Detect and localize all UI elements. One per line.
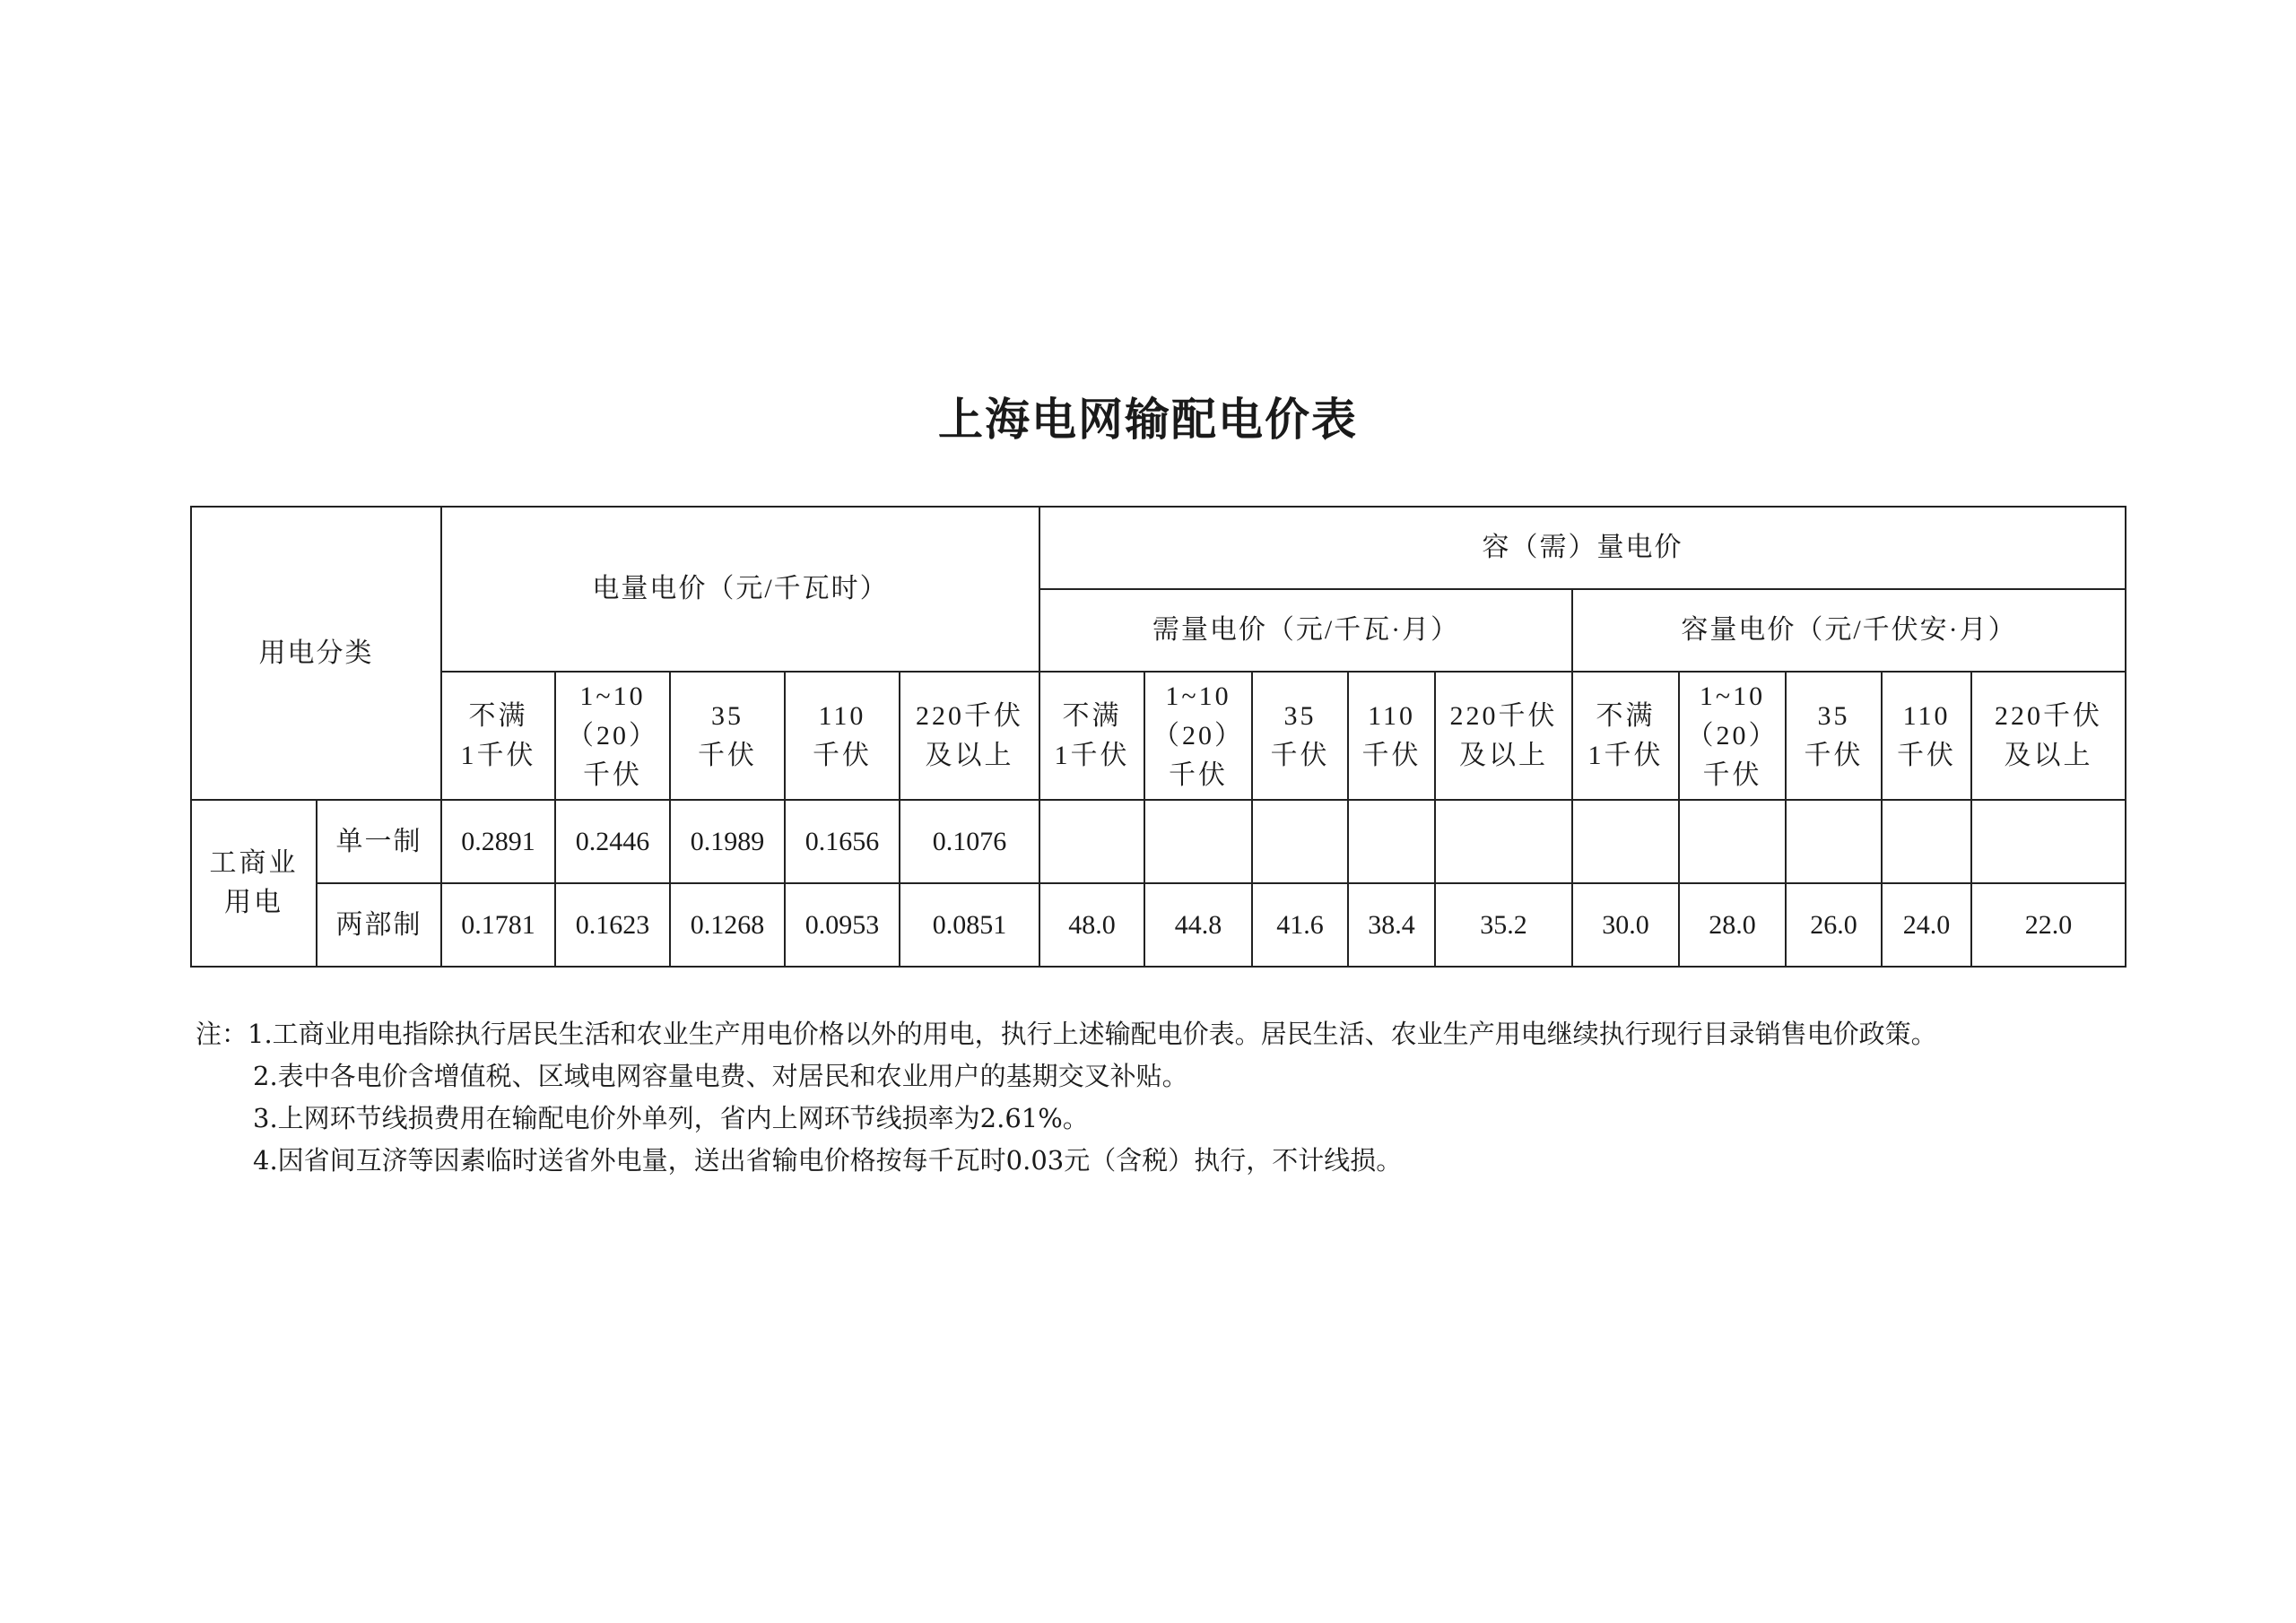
note-line: 4.因省间互济等因素临时送省外电量，送出省输电价格按每千瓦时0.03元（含税）执行，不计线损。 <box>253 1145 1403 1176</box>
demand-price-cell: 41.6 <box>1252 883 1348 967</box>
energy-price-cell: 0.1076 <box>900 800 1039 883</box>
note-line: 注：1.工商业用电指除执行居民生活和农业生产用电价格以外的用电，执行上述输配电价表。居民生活、农业生产用电继续执行现行目录销售电价政策。 <box>196 1019 1937 1049</box>
voltage-level-cell: 35 千伏 <box>670 672 785 800</box>
energy-price-cell: 0.2446 <box>555 800 670 883</box>
voltage-level-row <box>191 672 2126 800</box>
voltage-level-cell: 1~10 （20） 千伏 <box>555 672 670 800</box>
voltage-level-cell: 1~10 （20） 千伏 <box>1144 672 1252 800</box>
capacity-demand-header: 容（需）量电价 <box>1039 507 2126 589</box>
capacity-price-cell <box>1679 800 1786 883</box>
voltage-level-cell: 不满 1千伏 <box>1039 672 1144 800</box>
demand-price-cell <box>1252 800 1348 883</box>
voltage-level-cell: 不满 1千伏 <box>1572 672 1679 800</box>
note-line: 3.上网环节线损费用在输配电价外单列，省内上网环节线损率为2.61%。 <box>253 1103 1089 1133</box>
voltage-level-cell: 110 千伏 <box>785 672 900 800</box>
demand-price-cell <box>1039 800 1144 883</box>
capacity-price-cell: 26.0 <box>1786 883 1882 967</box>
voltage-level-cell: 220千伏 及以上 <box>1971 672 2126 800</box>
energy-price-cell: 0.0851 <box>900 883 1039 967</box>
capacity-price-cell <box>1786 800 1882 883</box>
demand-price-cell: 35.2 <box>1435 883 1572 967</box>
capacity-price-header: 容量电价（元/千伏安·月） <box>1572 589 2126 672</box>
tariff-table <box>190 506 2126 968</box>
energy-price-cell: 0.1623 <box>555 883 670 967</box>
voltage-level-cell: 110 千伏 <box>1882 672 1971 800</box>
energy-price-cell: 0.2891 <box>441 800 555 883</box>
row-label: 单一制 <box>317 800 441 883</box>
note-line: 2.表中各电价含增值税、区域电网容量电费、对居民和农业用户的基期交叉补贴。 <box>253 1061 1188 1091</box>
row-label: 两部制 <box>317 883 441 967</box>
energy-price-cell: 0.0953 <box>785 883 900 967</box>
demand-price-cell <box>1435 800 1572 883</box>
capacity-price-cell <box>1882 800 1971 883</box>
capacity-price-cell: 30.0 <box>1572 883 1679 967</box>
energy-price-cell: 0.1781 <box>441 883 555 967</box>
demand-price-header: 需量电价（元/千瓦·月） <box>1039 589 1572 672</box>
energy-price-cell: 0.1989 <box>670 800 785 883</box>
energy-price-cell: 0.1656 <box>785 800 900 883</box>
notes-section <box>196 1013 2258 1182</box>
voltage-level-cell: 220千伏 及以上 <box>1435 672 1572 800</box>
category-header: 用电分类 <box>191 507 441 800</box>
page-title: 上海电网输配电价表 <box>938 393 1358 446</box>
demand-price-cell: 38.4 <box>1348 883 1435 967</box>
voltage-level-cell: 1~10 （20） 千伏 <box>1679 672 1786 800</box>
demand-price-cell: 44.8 <box>1144 883 1252 967</box>
energy-price-cell: 0.1268 <box>670 883 785 967</box>
demand-price-cell: 48.0 <box>1039 883 1144 967</box>
capacity-price-cell <box>1572 800 1679 883</box>
table-row-single <box>191 800 2126 883</box>
voltage-level-cell: 220千伏 及以上 <box>900 672 1039 800</box>
capacity-price-cell: 24.0 <box>1882 883 1971 967</box>
capacity-price-cell: 22.0 <box>1971 883 2126 967</box>
header-row-1 <box>191 507 2126 589</box>
capacity-price-cell: 28.0 <box>1679 883 1786 967</box>
energy-price-header: 电量电价（元/千瓦时） <box>441 507 1039 672</box>
voltage-level-cell: 不满 1千伏 <box>441 672 555 800</box>
category-group-cell: 工商业 用电 <box>191 800 317 967</box>
capacity-price-cell <box>1971 800 2126 883</box>
voltage-level-cell: 35 千伏 <box>1252 672 1348 800</box>
voltage-level-cell: 35 千伏 <box>1786 672 1882 800</box>
table-row-two-part <box>191 883 2126 967</box>
demand-price-cell <box>1348 800 1435 883</box>
voltage-level-cell: 110 千伏 <box>1348 672 1435 800</box>
demand-price-cell <box>1144 800 1252 883</box>
